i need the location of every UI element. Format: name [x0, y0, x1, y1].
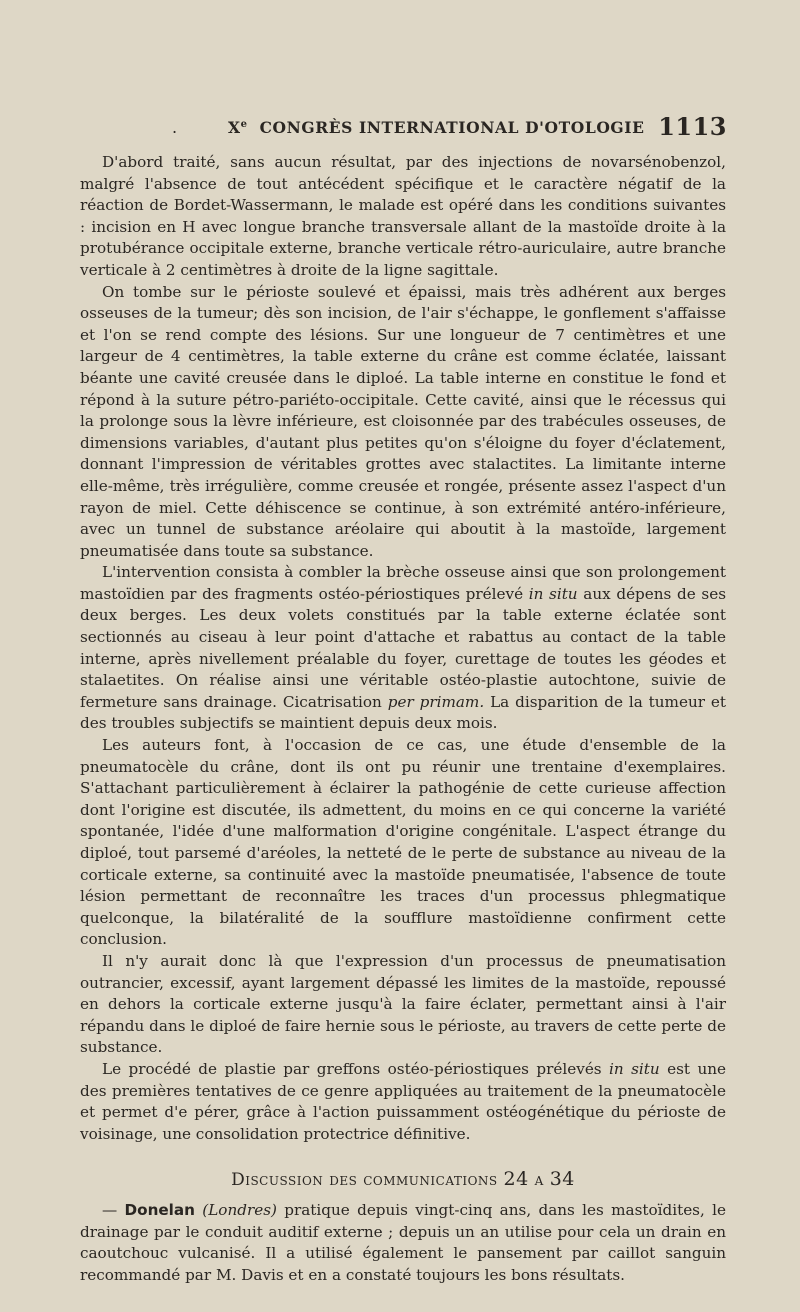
header-ordinal-sup: e — [240, 118, 248, 130]
paragraph-6-text-b: est une des premières tentatives de ce genre appliquées au traitement de la pneumatocèle et permet d'e pérer, grâce à l'action puissamment ostéogénétique du périoste de voisinage, une consolidation protectrice définitive. — [80, 1059, 726, 1143]
paragraph-4: Les auteurs font, à l'occasion de ce cas, une étude d'ensemble de la pneumatocèle du crâne, dont ils ont pu réunir une trentaine d'exemplaires. S'attachant particulièrement à éclairer la pathogénie de cette curieuse affection dont l'origine est discutée, ils admettent, du moins en ce qui concerne la variété spontanée, l'idée d'une malformation d'origine congénitale. L'aspect étrange du diploé, tout parsemé d'aréoles, la netteté de le perte de substance au niveau de la corticale externe, sa continuité avec la mastoïde pneumatisée, l'absence de toute lésion permettant de reconnaître les traces d'un processus phlegmatique quelconque, la bilatéralité de la soufflure mastoïdienne confirment cette conclusion. — [80, 736, 726, 949]
discussion-text: pratique depuis vingt-cinq ans, dans les mastoïdites, le drainage par le conduit auditif externe ; depuis un an utilise pour cela un drain en caoutchouc vulcanisé. Il a utilisé également le pansement par caillot sanguin recommandé par M. Davis et en a constaté toujours les bons résultats. — [80, 1200, 726, 1284]
speaker-name: Donelan — [124, 1200, 195, 1219]
discussion-paragraph — [80, 1200, 726, 1286]
paragraph-3-text-c: La disparition de la tumeur et des troubles subjectifs se maintient depuis deux mois. — [80, 692, 726, 733]
paragraph-3-per-primam: per primam. — [387, 692, 485, 711]
section-heading-discussion — [80, 1169, 726, 1192]
discussion-a: a — [534, 1170, 544, 1191]
paragraph-6-text-a: Le procédé de plastie par greffons ostéo-périostiques prélevés — [102, 1059, 610, 1078]
paragraph-3 — [80, 562, 726, 735]
paragraph-6-in-situ: in situ — [609, 1059, 660, 1078]
paragraph-3-text-a: L'intervention consista à combler la brèche osseuse ainsi que son prolongement mastoïdien par des fragments ostéo-périostiques prélevé — [80, 563, 726, 603]
running-header — [80, 112, 727, 142]
header-dot: . — [172, 118, 178, 137]
article-body — [80, 152, 726, 1286]
speaker-city: (Londres) — [202, 1200, 277, 1219]
paragraph-5: Il n'y aurait donc là que l'expression d'un processus de pneumatisation outrancier, excessif, ayant largement dépassé les limites de la mastoïde, repoussé en dehors la corticale externe jusqu'à la faire éclater, permettant ainsi à l'air répandu dans le diploé de faire hernie sous le périoste, au travers de cette perte de substance. — [80, 951, 726, 1057]
discussion-dash: — — [102, 1200, 125, 1219]
paragraph-3-text-b: aux dépens de ses deux berges. Les deux volets constitués par la table externe éclatée sont sectionnés au ciseau à leur point d'attache et rabattus au contact de la table interne, après nivellement préalable du foyer, curettage de toutes les géodes et stalaetites. On réalise ainsi une véritable ostéo-plastie autochtone, suivie de fermeture sans drainage. Cicatrisation — [80, 584, 726, 711]
discussion-from: 24 — [503, 1168, 529, 1191]
paragraph-1: D'abord traité, sans aucun résultat, par des injections de novarsénobenzol, malgré l'absence de tout antécédent spécifique et le caractère négatif de la réaction de Bordet-Wassermann, le malade est opéré dans les conditions suivantes : incision en H avec longue branche transversale allant de la mastoïde droite à la protubérance occipitale externe, branche verticale rétro-auriculaire, autre branche verticale à 2 centimètres à droite de la ligne sagittale. — [80, 153, 726, 279]
paragraph-2: On tombe sur le périoste soulevé et épaissi, mais très adhérent aux berges osseuses de la tumeur; dès son incision, de l'air s'échappe, le gonflement s'affaisse et l'on se rend compte des lésions. Sur une longueur de 7 centimètres et une largeur de 4 centimètres, la table externe du crâne est comme éclatée, laissant béante une cavité creusée dans le diploé. La table interne en constitue le fond et répond à la suture pétro-pariéto-occipitale. Cette cavité, ainsi que le récessus qui la prolonge sous la lèvre inférieure, est cloisonnée par des trabécules osseuses, de dimensions variables, d'autant plus petites qu'on s'éloigne du foyer d'éclatement, donnant l'impression de véritables grottes avec stalactites. La limitante interne elle-même, très irrégulière, comme creusée et rongée, présente assez l'aspect d'un rayon de miel. Cette déhiscence se continue, à son extrémité antéro-inférieure, avec un tunnel de substance aréolaire qui aboutit à la mastoïde, largement pneumatisée dans toute sa substance. — [80, 282, 726, 560]
page-number: 1113 — [658, 112, 727, 141]
discussion-to: 34 — [549, 1168, 575, 1191]
discussion-label: Discussion des communications — [231, 1170, 498, 1191]
paragraph-3-in-situ: in situ — [528, 584, 578, 603]
paragraph-6 — [80, 1059, 726, 1145]
header-ordinal: X — [228, 118, 241, 137]
header-title — [228, 118, 645, 137]
header-title-text: CONGRÈS INTERNATIONAL D'OTOLOGIE — [259, 118, 645, 137]
